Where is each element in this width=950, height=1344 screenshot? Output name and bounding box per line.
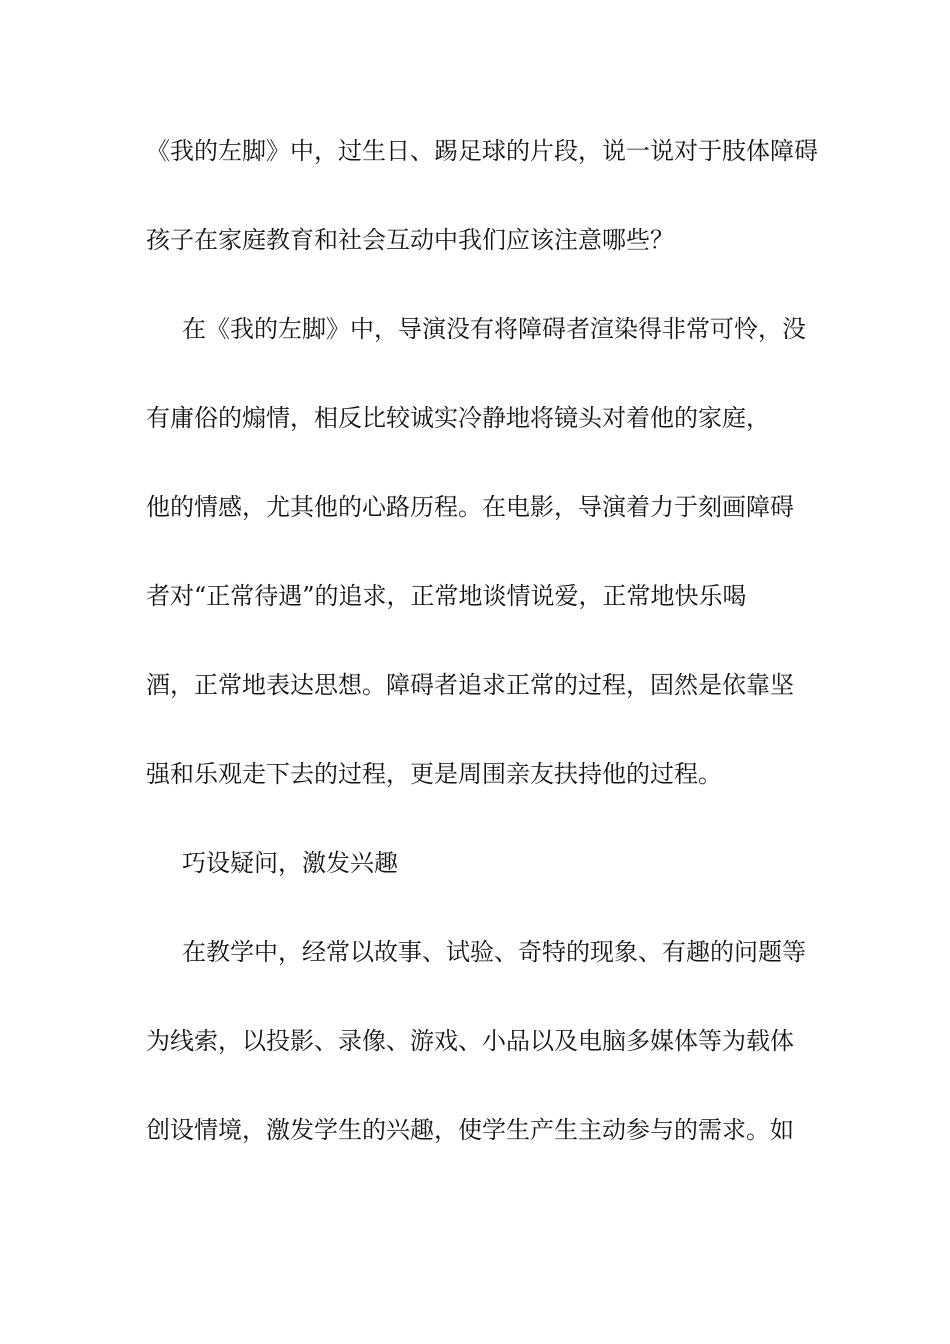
section-heading: 巧设疑问，激发兴趣 [182,849,398,877]
text-line-2: 孩子在家庭教育和社会互动中我们应该注意哪些？ [146,226,674,254]
text-line-7: 酒，正常地表达思想。障碍者追求正常的过程，固然是依靠坚 [146,671,794,699]
text-line-11: 为线索，以投影、录像、游戏、小品以及电脑多媒体等为载体 [146,1027,794,1055]
text-line-5: 他的情感，尤其他的心路历程。在电影，导演着力于刻画障碍 [146,493,794,521]
text-line-6: 者对“正常待遇”的追求，正常地谈情说爱，正常地快乐喝 [146,582,747,610]
text-line-3: 在《我的左脚》中，导演没有将障碍者渲染得非常可怜，没 [182,315,806,343]
text-line-4: 有庸俗的煽情，相反比较诚实冷静地将镜头对着他的家庭， [146,404,770,432]
document-body [146,127,818,1195]
text-line-10: 在教学中，经常以故事、试验、奇特的现象、有趣的问题等 [182,938,806,966]
text-line-8: 强和乐观走下去的过程，更是周围亲友扶持他的过程。 [146,760,722,788]
text-line-12: 创设情境，激发学生的兴趣，使学生产生主动参与的需求。如 [146,1116,794,1144]
text-line-1: 《我的左脚》中，过生日、踢足球的片段，说一说对于肢体障碍 [146,137,818,165]
